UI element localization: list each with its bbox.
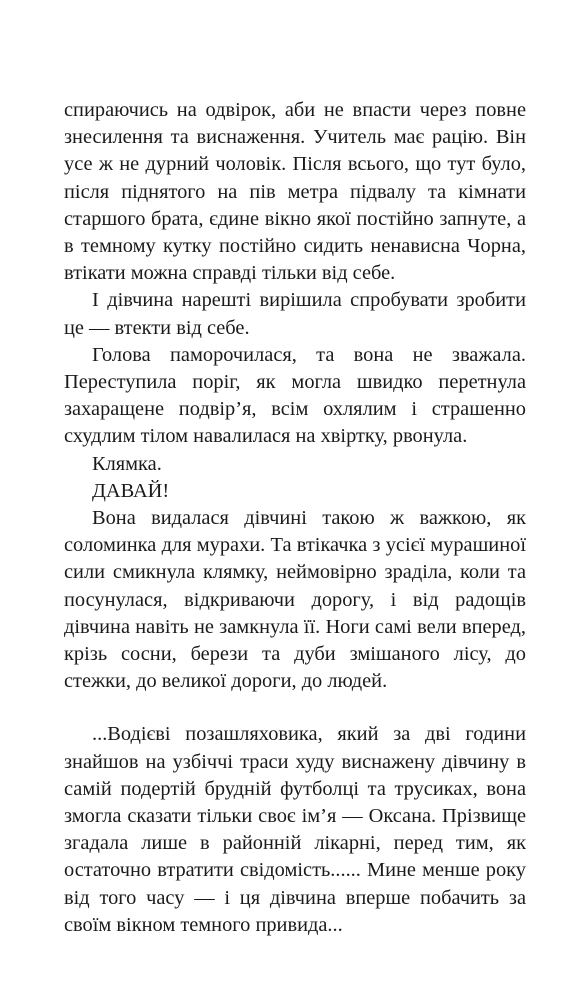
paragraph-continuation: спираючись на одвірок, аби не впасти через повне знесилення та виснаження. Учитель має рацію. Він усе ж не дурний чоловік. Після всього, що тут було, після піднятого на пів метра підвалу та кімнати старшого брата, єдине вікно якої постійно запнуте, а в темному кутку постійно сидить ненависна Чорна, втікати можна справді тільки від себе. — [64, 99, 526, 285]
paragraph-escape: Голова паморочилася, та вона не зважала. Переступила поріг, як могла швидко перетнула захаращене подвір’я, всім охлялим і страшенно схудлим тілом навалилася на хвіртку, рвонула. — [64, 343, 526, 448]
paragraph-flight: Вона видалася дівчині такою ж важкою, як соломинка для мурахи. Та втікачка з усієї мурашиної сили смикнула клямку, неймовірно зраділа, коли та посунулася, відкриваючи дорогу, і від радощів дівчина навіть не замкнула її. Ноги самі вели вперед, крізь сосни, берези та дуби змішаного лісу, до стежки, до великої дороги, до людей. — [64, 507, 526, 693]
book-page — [64, 97, 526, 939]
paragraph-exclamation: ДАВАЙ! — [92, 479, 170, 502]
paragraph-decision: І дівчина нарешті вирішила спробувати зробити це — втекти від себе. — [64, 289, 526, 339]
section-break — [64, 695, 526, 721]
paragraph-latch: Клямка. — [92, 452, 162, 475]
paragraph-epilogue: ...Водієві позашляховика, який за дві години знайшов на узбіччі траси худу виснажену дівчину в самій подертій брудній футболці та трусиках, вона змогла сказати тільки своє ім’я — Оксана. Прізвище згадала лише в районній лікарні, перед тим, як остаточно втратити свідомість...... Мине менше року від того часу — і ця дівчина вперше побачить за своїм вікном темного привида... — [64, 723, 526, 936]
